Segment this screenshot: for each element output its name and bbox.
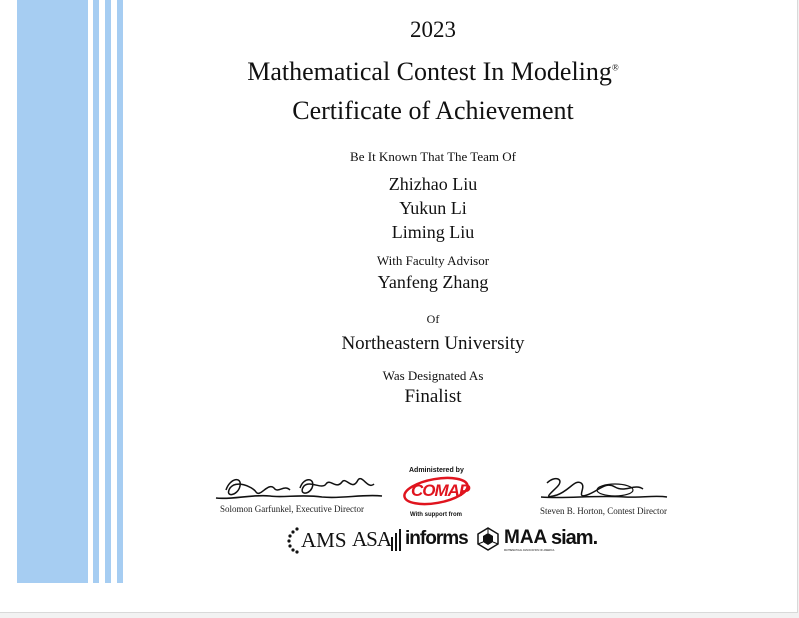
left-stripe-2 <box>105 0 111 583</box>
signature-right <box>535 473 670 507</box>
maa-text: MAA <box>504 527 548 548</box>
ams-text: AMS <box>301 528 347 552</box>
certificate-year: 2023 <box>410 17 456 42</box>
designation: Finalist <box>404 386 462 407</box>
certificate-title: Certificate of Achievement <box>292 96 574 125</box>
left-stripe-1 <box>93 0 99 583</box>
maa-subtext: MATHEMATICAL ASSOCIATION OF AMERICA <box>504 549 555 552</box>
asa-logo <box>352 527 400 553</box>
informs-text: informs <box>405 528 468 549</box>
institution-name: Northeastern University <box>341 333 525 354</box>
comap-text: COMAP <box>411 481 470 500</box>
contest-name-text: Mathematical Contest In Modeling <box>247 57 612 86</box>
informs-logo <box>405 528 471 552</box>
of-label: Of <box>426 312 440 326</box>
maa-polyhedron-icon <box>476 527 500 551</box>
signature-left-caption: Solomon Garfunkel, Executive Director <box>220 504 364 514</box>
asa-text: ASA <box>352 527 392 551</box>
asa-bars-icon <box>390 529 402 553</box>
advisor-label: With Faculty Advisor <box>376 253 490 268</box>
ams-logo <box>287 526 347 554</box>
with-support-label: With support from <box>410 512 462 518</box>
maa-logo <box>476 527 555 555</box>
siam-logo <box>551 527 613 551</box>
comap-logo <box>402 475 470 507</box>
administered-by-label: Administered by <box>409 467 464 474</box>
advisor-name: Yanfeng Zhang <box>377 272 489 292</box>
left-stripe-3 <box>117 0 123 583</box>
team-member-3: Liming Liu <box>391 222 475 242</box>
signature-left <box>212 470 387 506</box>
contest-name <box>247 57 619 87</box>
signature-right-caption: Steven B. Horton, Contest Director <box>540 506 667 516</box>
siam-text: siam. <box>551 527 598 549</box>
registered-mark: ® <box>611 62 619 73</box>
left-stripe-wide <box>17 0 88 583</box>
designation-label: Was Designated As <box>382 368 484 383</box>
intro-text: Be It Known That The Team Of <box>350 149 516 164</box>
team-member-1: Zhizhao Liu <box>388 174 478 194</box>
team-member-2: Yukun Li <box>399 198 467 218</box>
